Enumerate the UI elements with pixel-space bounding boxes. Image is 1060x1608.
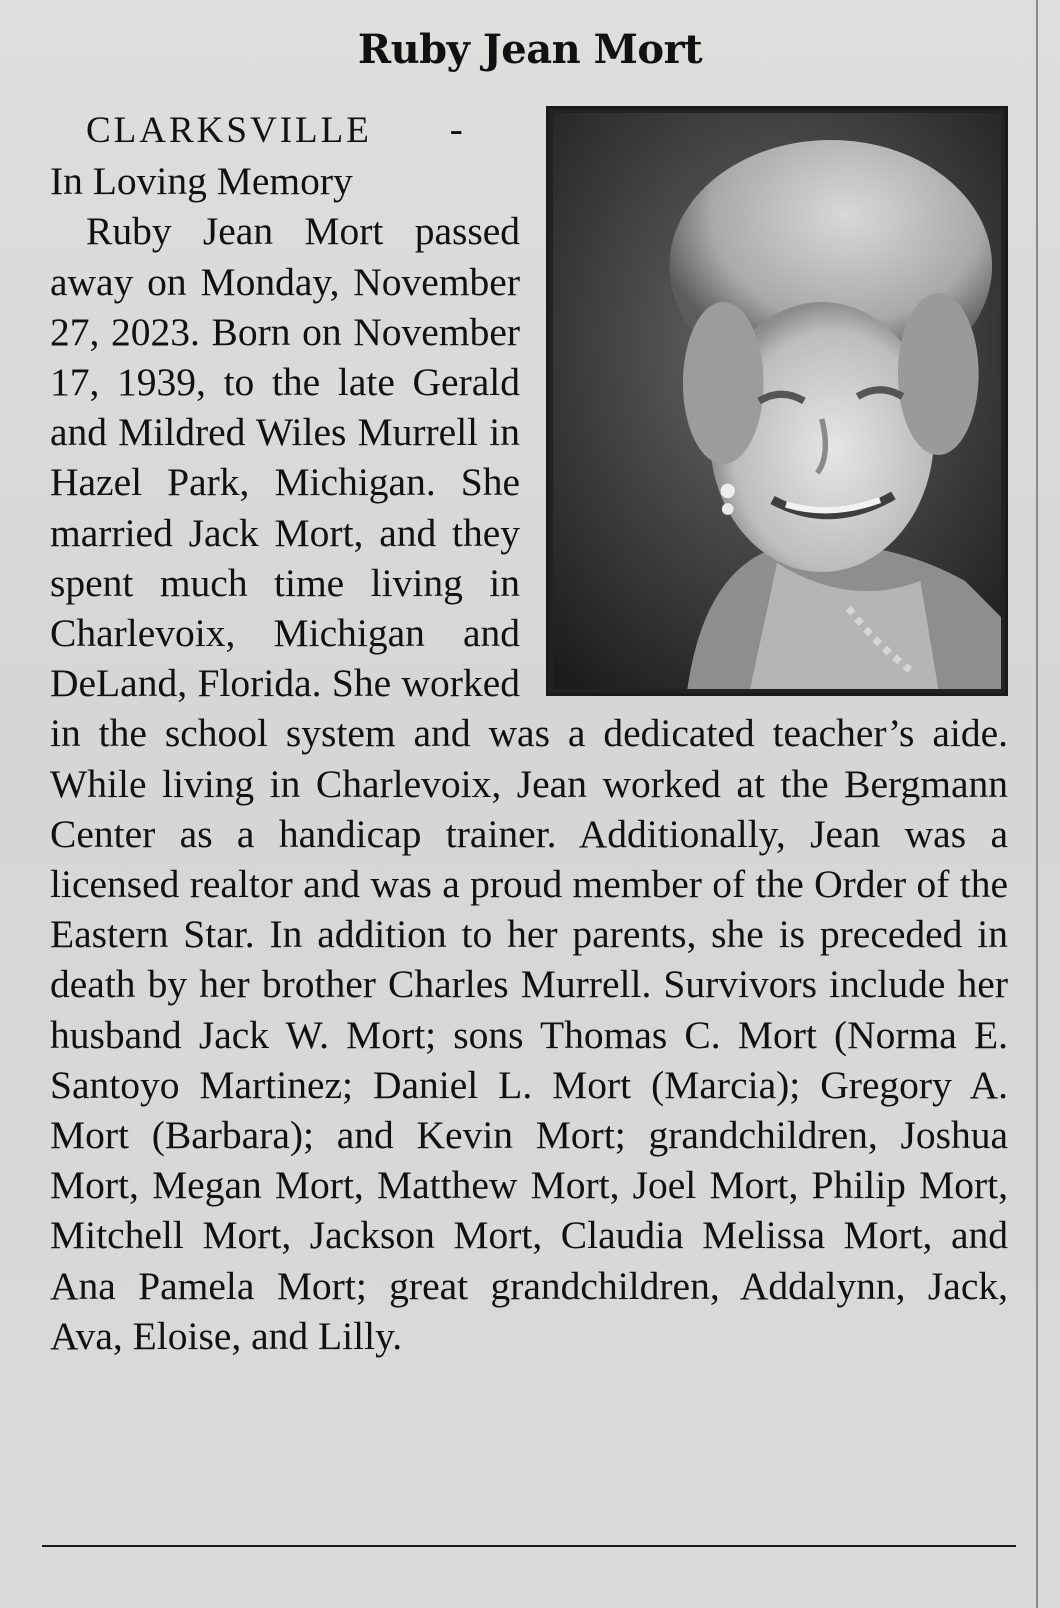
dateline: CLARKSVILLE (86, 110, 372, 151)
portrait-image (553, 113, 1001, 689)
bottom-rule (42, 1545, 1016, 1547)
dateline-dash: - (449, 107, 463, 151)
column-edge-line (1036, 0, 1038, 1608)
memorial-subtitle: In Loving Memory (50, 159, 353, 204)
obituary-article (50, 104, 1008, 1361)
portrait-photo (546, 106, 1008, 696)
obituary-body: Ruby Jean Mort passed away on Monday, November 27, 2023. Born on November 17, 1939, to the late Gerald and Mildred Wiles Murrell in Hazel Park, Michigan. She married Jack Mort, and they spent much time living in Charlevoix, Michigan and DeLand, Florida. She worked in the school system and was a dedicated teacher’s aide. While living in Charlevoix, Jean worked at the Bergmann Center as a handicap trainer. Additionally, Jean was a licensed realtor and was a proud member of the Order of the Eastern Star. In addition to her parents, she is preceded in death by her brother Charles Murrell. Survivors include her husband Jack W. Mort; sons Thomas C. Mort (Norma E. Santoyo Martinez; Daniel L. Mort (Marcia); Gregory A. Mort (Barbara); and Kevin Mort; grandchildren, Joshua Mort, Megan Mort, Matthew Mort, Joel Mort, Philip Mort, Mitchell Mort, Jackson Mort, Claudia Melissa Mort, and Ana Pamela Mort; great grandchildren, Addalynn, Jack, Ava, Eloise, and Lilly. (50, 209, 1008, 1358)
obituary-headline: Ruby Jean Mort (357, 26, 703, 73)
